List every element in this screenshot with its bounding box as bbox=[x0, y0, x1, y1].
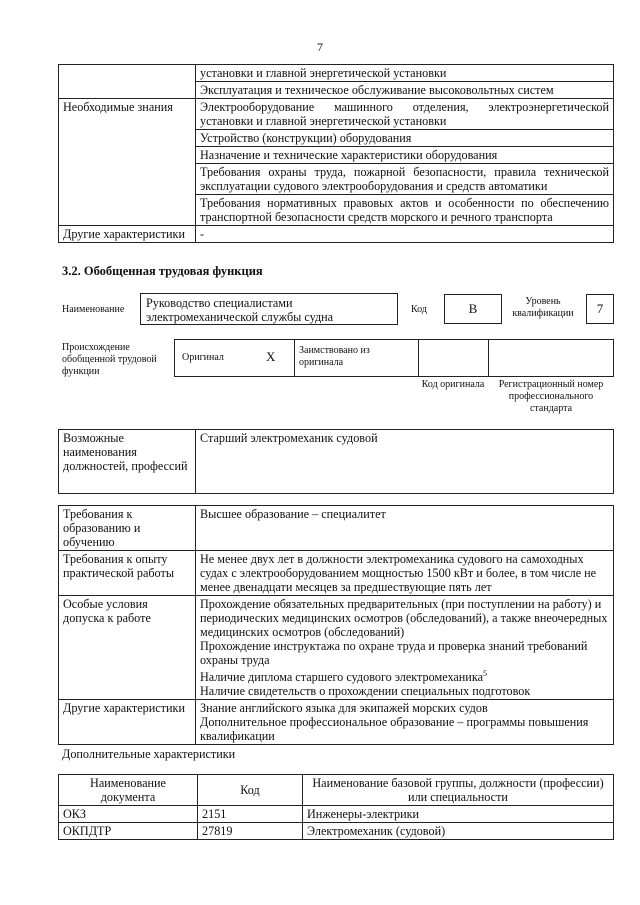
table-row bbox=[59, 823, 614, 840]
column-header: Код bbox=[198, 775, 303, 806]
table-row bbox=[59, 806, 614, 823]
table-label-cell: Другие характеристики bbox=[59, 226, 196, 243]
table-cell: Высшее образование – специалитет bbox=[196, 506, 614, 551]
table-cell: Не менее двух лет в должности электромеханика судового на самоходных судах с электрооборудованием мощностью 1500 кВт и более, в том числе не менее двенадцати месяцев за предшествующие пять лет bbox=[196, 551, 614, 596]
extra-characteristics-table bbox=[58, 774, 614, 840]
registration-number-caption: Регистрационный номер профессионального стандарта bbox=[498, 379, 604, 414]
level-value: 7 bbox=[586, 294, 614, 324]
code-label: Код bbox=[411, 304, 427, 315]
positions-table bbox=[58, 429, 614, 494]
table-label-cell: Требования к опыту практической работы bbox=[59, 551, 196, 596]
original-mark: X bbox=[266, 349, 276, 364]
requirements-table bbox=[58, 505, 614, 745]
requirement-text: Наличие диплома старшего судового электромеханика bbox=[200, 670, 483, 685]
level-label: Уровень квалификации bbox=[512, 296, 574, 319]
origin-label: Происхождение обобщенной трудовой функции bbox=[62, 342, 157, 377]
table-cell: Требования охраны труда, пожарной безопасности, правила технической эксплуатации судового электрооборудования и средств автоматики bbox=[196, 164, 614, 195]
table-cell bbox=[196, 596, 614, 700]
requirement-line: Наличие свидетельств о прохождении специальных подготовок bbox=[200, 684, 531, 699]
divider bbox=[294, 339, 295, 377]
table-cell: Назначение и технические характеристики оборудования bbox=[196, 147, 614, 164]
section-title: 3.2. Обобщенная трудовая функция bbox=[62, 264, 263, 278]
function-name: Руководство специалистами электромеханической службы судна bbox=[140, 293, 398, 325]
requirement-line: Знание английского языка для экипажей морских судов bbox=[200, 701, 488, 716]
requirement-line: Дополнительное профессиональное образование – программы повышения квалификации bbox=[200, 715, 589, 744]
extra-title: Дополнительные характеристики bbox=[62, 747, 236, 761]
table-label-cell: Возможные наименования должностей, профессий bbox=[59, 430, 196, 494]
original-code-caption: Код оригинала bbox=[421, 379, 485, 390]
requirement-line bbox=[200, 667, 609, 684]
name-label: Наименование bbox=[62, 304, 125, 315]
divider bbox=[418, 339, 419, 377]
table-cell: - bbox=[196, 226, 614, 243]
table-cell: Электромеханик (судовой) bbox=[303, 823, 614, 840]
code-value: B bbox=[444, 294, 502, 324]
table-cell: 2151 bbox=[198, 806, 303, 823]
table-cell: 27819 bbox=[198, 823, 303, 840]
table-label-cell: Требования к образованию и обучению bbox=[59, 506, 196, 551]
requirement-line: Прохождение обязательных предварительных (при поступлении на работу) и периодических медицинских осмотров (обследований), а также внеочередных медицинских осмотров (обследований) bbox=[200, 597, 608, 639]
original-label: Оригинал bbox=[182, 352, 224, 363]
table-label-cell: Необходимые знания bbox=[59, 99, 196, 226]
table-cell: установки и главной энергетической установки bbox=[196, 65, 614, 82]
table-cell: Требования нормативных правовых актов и особенности по обеспечению транспортной безопасности средств морского и речного транспорта bbox=[196, 195, 614, 226]
table-cell: Электрооборудование машинного отделения, электроэнергетической установки и главной энергетической установки bbox=[196, 99, 614, 130]
table-label-cell bbox=[59, 65, 196, 99]
requirement-line: Прохождение инструктажа по охране труда и проверка знаний требований охраны труда bbox=[200, 639, 588, 667]
table-cell: Старший электромеханик судовой bbox=[196, 430, 614, 494]
borrowed-label: Заимствовано из оригинала bbox=[299, 345, 370, 368]
table-cell: Эксплуатация и техническое обслуживание высоковольтных систем bbox=[196, 82, 614, 99]
table-label-cell: Особые условия допуска к работе bbox=[59, 596, 196, 700]
page-number: 7 bbox=[317, 40, 323, 54]
table-cell: Инженеры-электрики bbox=[303, 806, 614, 823]
column-header: Наименование базовой группы, должности (профессии) или специальности bbox=[303, 775, 614, 806]
table-label-cell: Другие характеристики bbox=[59, 700, 196, 745]
divider bbox=[488, 339, 489, 377]
table-cell bbox=[196, 700, 614, 745]
footnote-mark: 5 bbox=[482, 669, 487, 678]
table-cell: ОКЗ bbox=[59, 806, 198, 823]
column-header: Наименование документа bbox=[59, 775, 198, 806]
knowledge-table bbox=[58, 64, 614, 243]
table-cell: ОКПДТР bbox=[59, 823, 198, 840]
table-cell: Устройство (конструкции) оборудования bbox=[196, 130, 614, 147]
